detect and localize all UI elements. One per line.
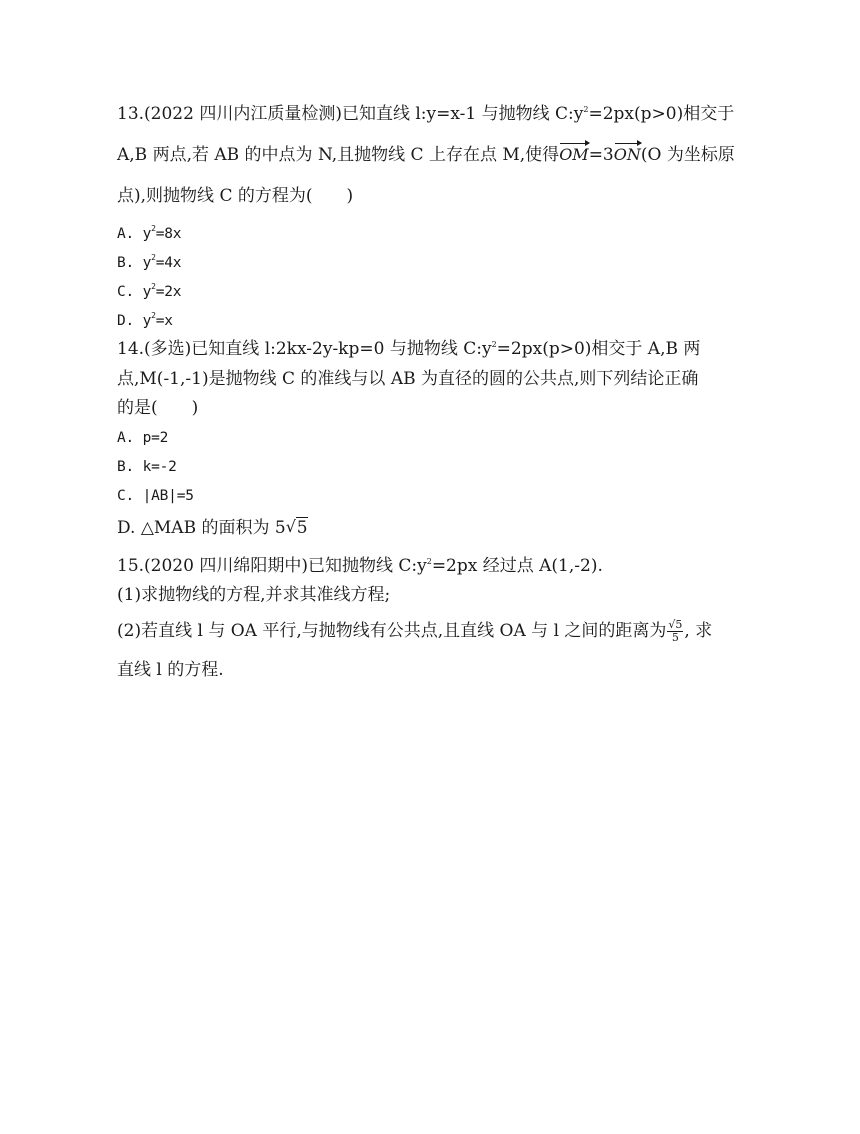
q13-text-2a: A,B 两点,若 AB 的中点为 N,且抛物线 C 上存在点 M,使得: [117, 145, 560, 165]
q13-option-c: [117, 282, 181, 302]
q13-text-2b: (O 为坐标原: [640, 145, 735, 165]
q14-option-c: [117, 486, 194, 506]
fraction-sqrt5-over-5: [667, 619, 683, 644]
vector-on: ON: [613, 145, 641, 164]
q13-line-3: [117, 186, 353, 206]
q14-option-b-text: B. k=-2: [117, 459, 177, 475]
q13-option-a-text: A. y: [117, 226, 152, 242]
q13-option-a: [117, 224, 181, 244]
q15-exp-1: 2: [426, 557, 432, 566]
fraction-numerator: [667, 619, 683, 632]
sqrt-symbol: [286, 518, 308, 538]
q13-option-b: [117, 253, 181, 273]
q13-text-2mid: =3: [588, 145, 614, 165]
q14-option-d: [117, 518, 308, 538]
q13-option-d-rest: =x: [155, 313, 173, 329]
q14-text-3: 的是( ): [117, 398, 199, 418]
q14-line-3: [117, 398, 198, 418]
q13-option-b-rest: =4x: [155, 255, 182, 271]
q13-text-3: 点),则抛物线 C 的方程为( ): [117, 186, 354, 206]
q13-option-b-exp: 2: [151, 253, 156, 262]
q13-option-a-exp: 2: [151, 224, 156, 233]
fraction-denominator: 5: [671, 631, 679, 644]
q14-option-a-text: A. p=2: [117, 430, 169, 446]
q13-exp-1: 2: [583, 105, 589, 114]
q14-line-2: [117, 369, 698, 389]
q13-line-2: [117, 145, 735, 165]
q13-option-c-exp: 2: [151, 282, 156, 291]
q13-text-1b: =2px(p>0)相交于: [588, 104, 735, 124]
q13-option-d: [117, 311, 173, 331]
q15-line-1: [117, 556, 603, 576]
q15-part-2: [117, 619, 712, 644]
q13-option-d-text: D. y: [117, 313, 152, 329]
fraction-numerator-sqrt: √ 5: [668, 619, 682, 631]
q13-option-a-rest: =8x: [155, 226, 182, 242]
q15-part-2-text-a: (2)若直线 l 与 OA 平行,与抛物线有公共点,且直线 OA 与 l 之间的距离为: [117, 621, 667, 641]
q14-option-a: [117, 428, 168, 448]
q15-text-1b: =2px 经过点 A(1,-2).: [431, 556, 603, 576]
q13-option-c-text: C. y: [117, 284, 152, 300]
q13-option-d-exp: 2: [151, 311, 156, 320]
q15-part-3: [117, 660, 224, 680]
q14-text-1a: 14.(多选)已知直线 l:2kx-2y-kp=0 与抛物线 C:y: [117, 339, 492, 359]
sqrt-radicand: 5: [296, 518, 308, 538]
q14-text-1b: =2px(p>0)相交于 A,B 两: [496, 339, 701, 359]
q14-option-b: [117, 457, 177, 477]
q15-part-2-text-b: , 求: [684, 621, 713, 641]
q15-part-3-text: 直线 l 的方程.: [117, 660, 224, 680]
q15-part-1-text: (1)求抛物线的方程,并求其准线方程;: [117, 585, 391, 605]
q14-text-2: 点,M(-1,-1)是抛物线 C 的准线与以 AB 为直径的圆的公共点,则下列结论正确: [117, 369, 699, 389]
q13-option-b-text: B. y: [117, 255, 152, 271]
q13-line-1: [117, 104, 734, 124]
q14-option-d-text: D. △MAB 的面积为 5: [117, 518, 286, 538]
q14-option-c-text: C. |AB|=5: [117, 488, 194, 504]
q13-text-1a: 13.(2022 四川内江质量检测)已知直线 l:y=x-1 与抛物线 C:y: [117, 104, 584, 124]
q13-option-c-rest: =2x: [155, 284, 182, 300]
q14-exp-1: 2: [491, 340, 497, 349]
vector-om: OM: [559, 145, 589, 164]
q15-part-1: [117, 585, 390, 605]
q14-line-1: [117, 339, 700, 359]
q15-text-1a: 15.(2020 四川绵阳期中)已知抛物线 C:y: [117, 556, 427, 576]
